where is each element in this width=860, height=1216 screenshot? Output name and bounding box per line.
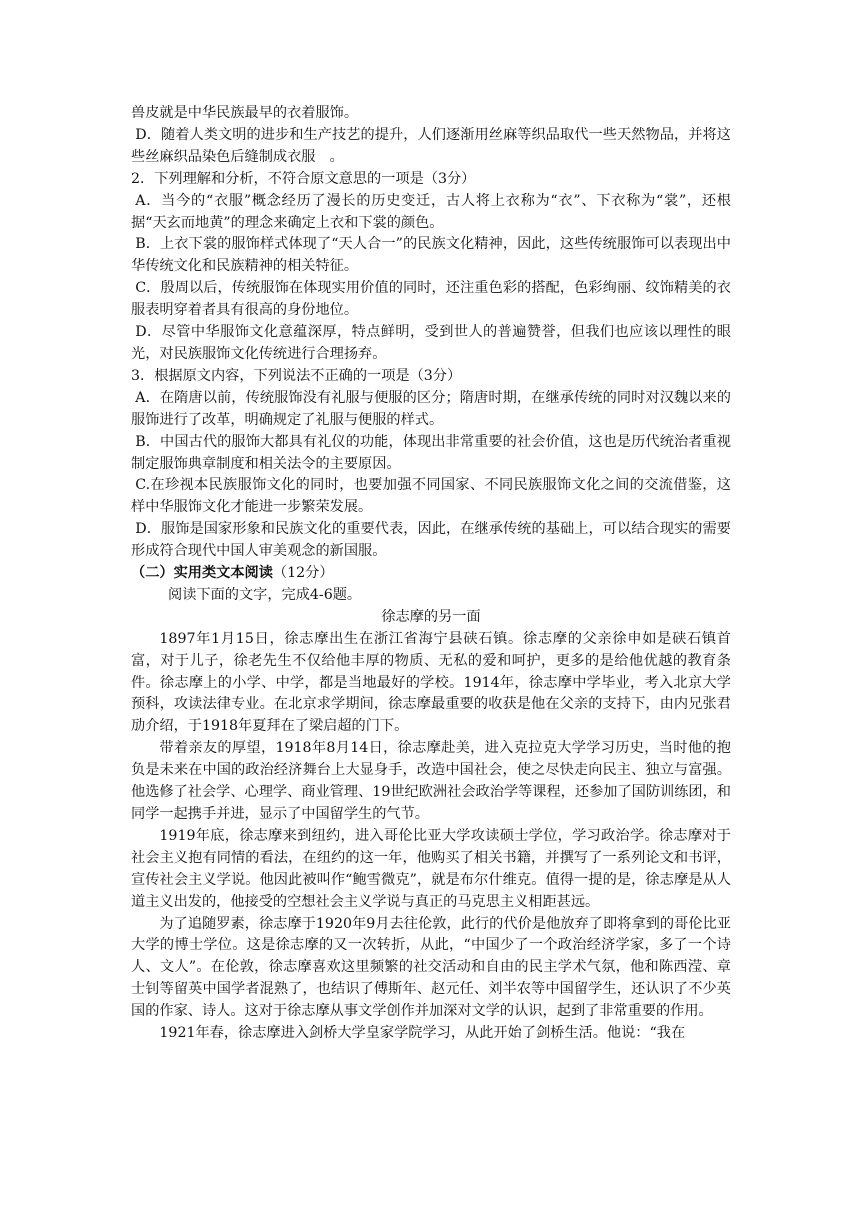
text-line: 兽皮就是中华民族最早的衣着服饰。	[131, 105, 359, 121]
option-a: A．在隋唐以前，传统服饰没有礼服与便服的区分；隋唐时期，在继承传统的同时对汉魏以来的服饰进行了改革，明确规定了礼服与便服的样式。	[131, 389, 731, 428]
section-points: （12分）	[272, 565, 334, 582]
option-b: B．上衣下裳的服饰样式体现了“天人合一”的民族文化精神，因此，这些传统服饰可以表现出中华传统文化和民族精神的相关特征。	[131, 236, 731, 275]
section-title: （二）实用类文本阅读	[131, 565, 273, 582]
article-paragraph: 带着亲友的厚望，1918年8月14日，徐志摩赴美，进入克拉克大学学习历史，当时他的抱负是未来在中国的政治经济舞台上大显身手，改造中国社会，使之尽快走向民主、独立与富强。他选修了社会学、心理学、商业管理、19世纪欧洲社会政治学等课程，还参加了国防训练团，和同学一起携手并进，显示了中国留学生的气节。	[131, 740, 731, 822]
question-3: 3．根据原文内容，下列说法不正确的一项是（3分）	[131, 367, 462, 384]
article-paragraph: 1897年1月15日，徐志摩出生在浙江省海宁县硖石镇。徐志摩的父亲徐申如是硖石镇首富，对于儿子，徐老先生不仅给他丰厚的物质、无私的爱和呵护，更多的是给他优越的教育条件。徐志摩上的小学、中学，都是当地最好的学校。1914年，徐志摩中学毕业，考入北京大学预科，攻读法律专业。在北京求学期间，徐志摩最重要的收获是他在父亲的支持下，由内兄张君劢介绍，于1918年夏拜在了梁启超的门下。	[131, 630, 731, 735]
section-heading	[131, 563, 731, 585]
article-paragraph: 为了追随罗素，徐志摩于1920年9月去往伦敦，此行的代价是他放弃了即将拿到的哥伦比亚大学的博士学位。这是徐志摩的又一次转折，从此，“中国少了一个政治经济学家，多了一个诗人、文人”。在伦敦，徐志摩喜欢这里频繁的社交活动和自由的民主学术气氛，他和陈西滢、章士钊等留英中国学者混熟了，也结识了傅斯年、赵元任、刘半农等中国留学生，还认识了不少英国的作家、诗人。这对于徐志摩从事文学创作并加深对文学的认识，起到了非常重要的作用。	[131, 915, 731, 1020]
option-c: C．殷周以后，传统服饰在体现实用价值的同时，还注重色彩的搭配，色彩绚丽、纹饰精美的衣服表明穿着者具有很高的身份地位。	[131, 280, 731, 319]
article-title: 徐志摩的另一面	[381, 608, 481, 625]
option-c: C.在珍视本民族服饰文化的同时，也要加强不同国家、不同民族服饰文化之间的交流借鉴，这样中华服饰文化才能进一步繁荣发展。	[131, 477, 731, 516]
article-paragraph: 1921年春，徐志摩进入剑桥大学皇家学院学习，从此开始了剑桥生活。他说：“我在	[159, 1025, 686, 1042]
document-body	[131, 103, 731, 1045]
option-b: B．中国古代的服饰大都具有礼仪的功能，体现出非常重要的社会价值，这也是历代统治者重视制定服饰典章制度和相关法令的主要原因。	[131, 433, 731, 472]
option-a: A．当今的“衣服”概念经历了漫长的历史变迁，古人将上衣称为“衣”、下衣称为“裳”，还根据“天玄而地黄”的理念来确定上衣和下裳的颜色。	[131, 192, 731, 231]
question-block	[131, 103, 731, 563]
option-d: D．随着人类文明的进步和生产技艺的提升，人们逐渐用丝麻等织品取代一些天然物品，并将这些丝麻织品染色后缝制成衣服 。	[131, 126, 731, 165]
question-2: 2．下列理解和分析，不符合原文意思的一项是（3分）	[131, 170, 476, 187]
option-d: D．尽管中华服饰文化意蕴深厚，特点鲜明，受到世人的普遍赞誉，但我们也应该以理性的眼光，对民族服饰文化传统进行合理扬弃。	[131, 324, 731, 362]
reading-instruction: 阅读下面的文字，完成4-6题。	[168, 586, 362, 603]
article-paragraph: 1919年底，徐志摩来到纽约，进入哥伦比亚大学攻读硕士学位，学习政治学。徐志摩对于社会主义抱有同情的看法，在纽约的这一年，他购买了相关书籍，并撰写了一系列论文和书评，宣传社会主义学说。他因此被叫作“鲍雪微克”，就是布尔什维克。值得一提的是，徐志摩是从人道主义出发的，他接受的空想社会主义学说与真正的马克思主义相距甚远。	[131, 827, 731, 910]
article-body	[131, 629, 731, 1045]
option-d: D．服饰是国家形象和民族文化的重要代表，因此，在继承传统的基础上，可以结合现实的需要形成符合现代中国人审美观念的新国服。	[131, 521, 731, 560]
